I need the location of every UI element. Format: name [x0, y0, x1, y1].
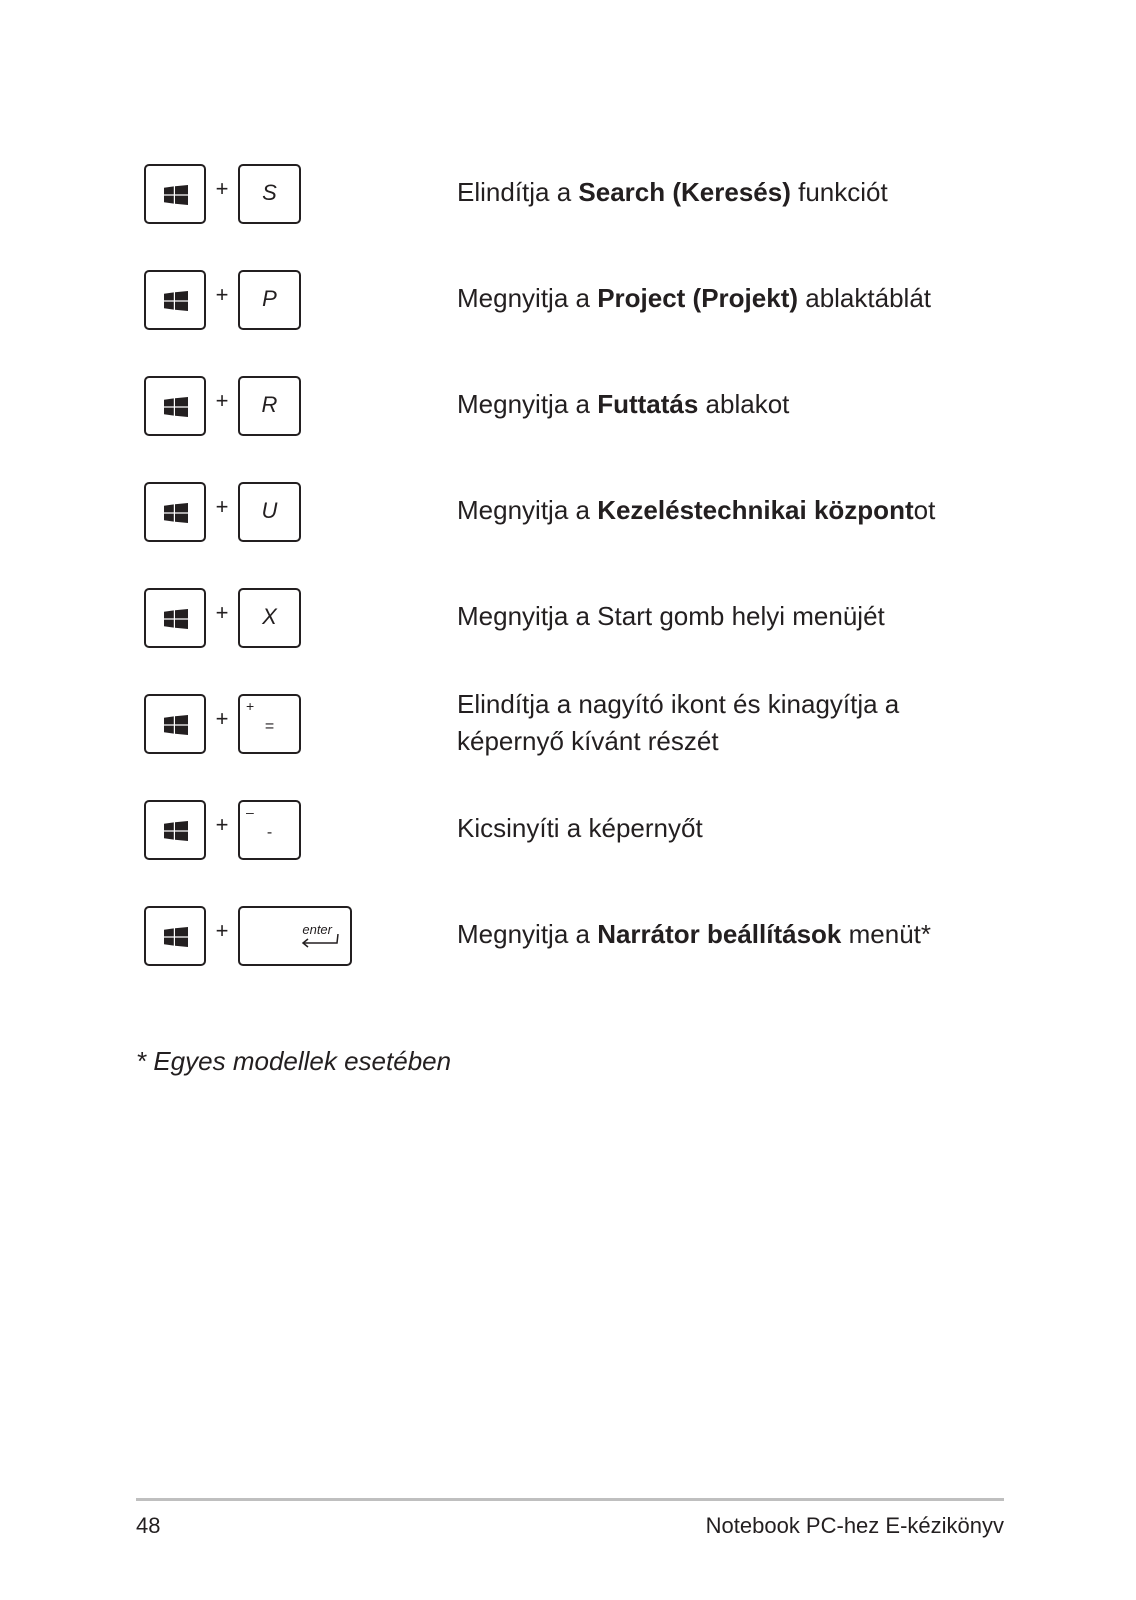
- windows-key: [144, 482, 206, 542]
- key-label: U: [261, 498, 278, 523]
- shortcut-description: Megnyitja a Project (Projekt) ablaktáblát: [457, 283, 931, 313]
- shortcut-row-narrator-settings: [0, 904, 1136, 968]
- plus-sign: +: [215, 600, 229, 625]
- plus-sign: +: [215, 282, 229, 307]
- windows-key: [144, 376, 206, 436]
- plus-sign: +: [215, 494, 229, 519]
- footnote: * Egyes modellek esetében: [136, 1046, 452, 1076]
- key-bottom-label: -: [266, 824, 273, 841]
- windows-logo-icon: [164, 503, 188, 523]
- shortcut-row-magnifier-zoom-in: [0, 689, 1136, 756]
- windows-logo-icon: [164, 397, 188, 417]
- windows-logo-icon: [164, 927, 188, 947]
- letter-key-r: [238, 376, 301, 436]
- windows-key: [144, 800, 206, 860]
- windows-key: [144, 906, 206, 966]
- plus-equals-key: [238, 694, 301, 754]
- key-top-label: +: [246, 698, 255, 714]
- shortcut-row-run: [0, 374, 1136, 438]
- key-label: P: [262, 286, 277, 311]
- minus-key: [238, 800, 301, 860]
- windows-key: [144, 164, 206, 224]
- manual-title: Notebook PC-hez E-kézikönyv: [705, 1513, 1004, 1538]
- windows-key: [144, 588, 206, 648]
- enter-key: [238, 906, 352, 966]
- letter-key-x: [238, 588, 301, 648]
- shortcut-row-start-context-menu: [0, 586, 1136, 650]
- plus-sign: +: [215, 176, 229, 201]
- key-label: X: [262, 604, 277, 629]
- shortcut-description: [457, 686, 1017, 760]
- shortcut-description: Megnyitja a Futtatás ablakot: [457, 389, 790, 419]
- letter-key-s: [238, 164, 301, 224]
- shortcut-description: Megnyitja a Narrátor beállítások menüt*: [457, 919, 932, 949]
- plus-sign: +: [215, 388, 229, 413]
- key-label: R: [261, 392, 278, 417]
- windows-logo-icon: [164, 291, 188, 311]
- footer-divider: [136, 1498, 1004, 1501]
- description-line-2: képernyő kívánt részét: [457, 726, 719, 756]
- shortcut-description: Megnyitja a Start gomb helyi menüjét: [457, 601, 885, 631]
- windows-logo-icon: [164, 185, 188, 205]
- plus-sign: +: [215, 706, 229, 731]
- windows-logo-icon: [164, 715, 188, 735]
- key-label: enter: [302, 922, 332, 937]
- shortcut-row-ease-of-access: [0, 480, 1136, 544]
- plus-sign: +: [215, 812, 229, 837]
- description-line-1: Elindítja a nagyító ikont és kinagyítja a: [457, 689, 900, 719]
- windows-key: [144, 270, 206, 330]
- windows-logo-icon: [164, 821, 188, 841]
- page-number: 48: [136, 1513, 161, 1538]
- key-bottom-label: =: [264, 718, 275, 735]
- shortcut-row-project: [0, 268, 1136, 332]
- shortcut-row-search: [0, 162, 1136, 226]
- shortcut-description: Kicsinyíti a képernyőt: [457, 813, 703, 843]
- shortcut-description: Elindítja a Search (Keresés) funkciót: [457, 177, 888, 207]
- shortcut-row-zoom-out: [0, 798, 1136, 862]
- enter-arrow-icon: [300, 934, 340, 948]
- letter-key-u: [238, 482, 301, 542]
- windows-key: [144, 694, 206, 754]
- key-top-label: –: [246, 804, 254, 820]
- shortcut-description: Megnyitja a Kezeléstechnikai központot: [457, 495, 936, 525]
- plus-sign: +: [215, 918, 229, 943]
- letter-key-p: [238, 270, 301, 330]
- key-label: S: [262, 180, 277, 205]
- windows-logo-icon: [164, 609, 188, 629]
